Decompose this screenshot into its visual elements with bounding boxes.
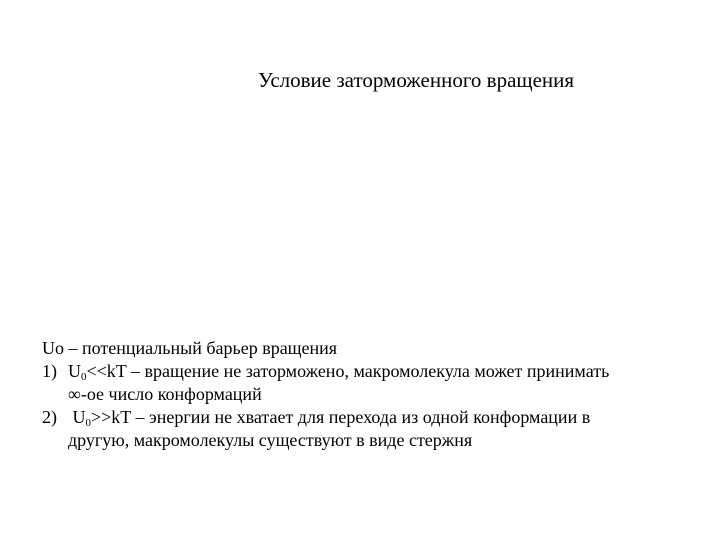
energy-symbol: U	[68, 361, 81, 381]
energy-subscript: 0	[85, 417, 91, 429]
energy-subscript: 0	[81, 371, 87, 383]
condition-text: >>kT – энергии не хватает для перехода из одной конформации в	[91, 407, 591, 427]
energy-symbol: U	[72, 407, 86, 427]
condition-continuation: другую, макромолекулы существуют в виде стержня	[68, 430, 473, 450]
list-item-2	[42, 406, 702, 452]
intro-line: Uo – потенциальный барьер вращения	[42, 338, 338, 358]
list-item-number: 2)	[42, 407, 57, 427]
slide-body	[42, 337, 702, 452]
condition-continuation: ∞-ое число конформаций	[68, 384, 262, 404]
slide-title: Условие заторможенного вращения	[258, 68, 575, 92]
condition-text: <<kT – вращение не заторможено, макромолекула может принимать	[86, 361, 610, 381]
list-item-1	[42, 360, 702, 406]
list-item-number: 1)	[42, 361, 57, 381]
